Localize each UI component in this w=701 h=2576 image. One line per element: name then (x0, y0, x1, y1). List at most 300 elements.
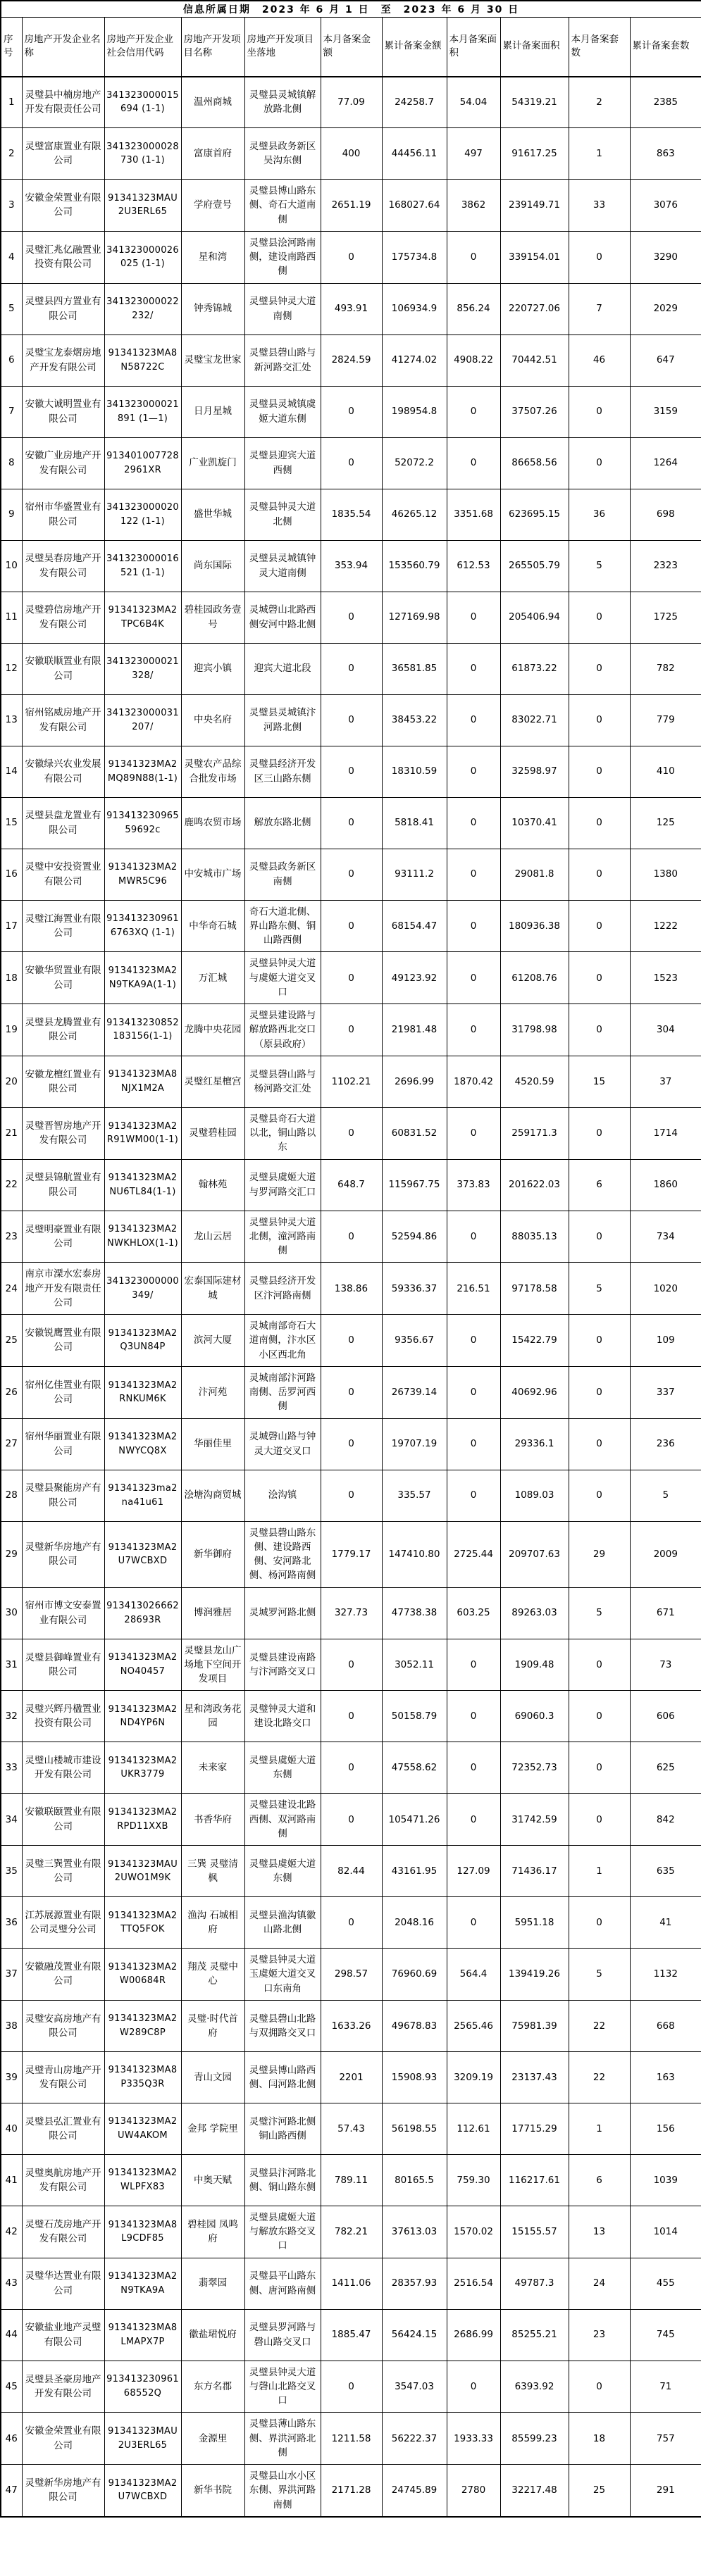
cell-month_amount: 1779.17 (321, 1521, 382, 1587)
cell-month_area: 0 (447, 1211, 500, 1263)
cell-total_units: 3290 (630, 231, 701, 283)
cell-total_amount: 153560.79 (382, 540, 447, 592)
cell-month_amount: 0 (321, 952, 382, 1004)
cell-total_units: 782 (630, 643, 701, 694)
cell-credit_code: 341323000015694 (1-1) (104, 77, 181, 128)
cell-company: 安徽绿兴农业发展有限公司 (22, 746, 104, 797)
cell-company: 安徽龙檀红置业有限公司 (22, 1056, 104, 1107)
column-header-total_amount: 累计备案金额 (382, 18, 447, 77)
cell-total_area: 31798.98 (500, 1004, 569, 1056)
cell-location: 灵璧县钟灵大道北侧 (244, 489, 321, 540)
cell-project: 碧桂园政务壹号 (181, 592, 244, 643)
cell-company: 灵璧汇兆亿融置业投资有限公司 (22, 231, 104, 283)
table-row (1, 1159, 701, 1211)
cell-month_units: 46 (569, 334, 630, 386)
cell-total_area: 23137.43 (500, 2051, 569, 2103)
cell-total_amount: 147410.80 (382, 1521, 447, 1587)
cell-month_area: 0 (447, 643, 500, 694)
cell-month_area: 0 (447, 1315, 500, 1367)
cell-company: 宿州市博文安泰置业有限公司 (22, 1587, 104, 1639)
cell-location: 解放东路北侧 (244, 797, 321, 849)
cell-total_units: 779 (630, 694, 701, 746)
cell-company: 安徽锐鹰置业有限公司 (22, 1315, 104, 1367)
cell-seq: 38 (1, 2000, 22, 2051)
cell-month_units: 0 (569, 592, 630, 643)
cell-location: 灵璧县虞姬大道与罗河路交汇口 (244, 1159, 321, 1211)
cell-seq: 20 (1, 1056, 22, 1107)
cell-total_units: 37 (630, 1056, 701, 1107)
cell-company: 灵璧山楼城市建设开发有限公司 (22, 1742, 104, 1794)
cell-location: 灵璧县建设北路西侧、双河路南侧 (244, 1794, 321, 1846)
cell-seq: 15 (1, 797, 22, 849)
cell-credit_code: 91341323MA8L9CDF85 (104, 2206, 181, 2258)
cell-total_units: 1725 (630, 592, 701, 643)
cell-total_amount: 60831.52 (382, 1107, 447, 1159)
cell-seq: 43 (1, 2258, 22, 2309)
cell-project: 新华书院 (181, 2465, 244, 2517)
cell-project: 富康首府 (181, 128, 244, 180)
cell-company: 灵璧新华房地产有限公司 (22, 1521, 104, 1587)
cell-total_units: 1380 (630, 849, 701, 900)
cell-project: 翔茂 灵璧中心 (181, 1949, 244, 2001)
cell-location: 灵璧县浍河路南侧，建设南路西侧 (244, 231, 321, 283)
cell-month_amount: 1211.58 (321, 2413, 382, 2465)
cell-company: 灵璧县圣豪房地产开发有限公司 (22, 2361, 104, 2413)
cell-month_units: 6 (569, 2154, 630, 2206)
cell-company: 灵璧新华房地产有限公司 (22, 2465, 104, 2517)
table-row (1, 540, 701, 592)
cell-seq: 25 (1, 1315, 22, 1367)
table-row (1, 180, 701, 232)
table-row (1, 1263, 701, 1315)
cell-location: 灵璧县博山路西侧、闫河路北侧 (244, 2051, 321, 2103)
header-row (1, 18, 701, 77)
cell-seq: 6 (1, 334, 22, 386)
cell-total_units: 1222 (630, 900, 701, 952)
table-row (1, 77, 701, 128)
cell-total_area: 54319.21 (500, 77, 569, 128)
cell-credit_code: 9134010077282961XR (104, 437, 181, 489)
cell-month_amount: 782.21 (321, 2206, 382, 2258)
cell-total_amount: 24745.89 (382, 2465, 447, 2517)
table-row (1, 2051, 701, 2103)
cell-location: 灵璧县平山路东侧、唐河路南侧 (244, 2258, 321, 2309)
cell-location: 灵璧县政务新区吴沟东侧 (244, 128, 321, 180)
cell-project: 金邦 学院里 (181, 2103, 244, 2154)
cell-month_area: 856.24 (447, 283, 500, 334)
cell-total_units: 668 (630, 2000, 701, 2051)
cell-credit_code: 91341323MA2WLPFX83 (104, 2154, 181, 2206)
cell-seq: 4 (1, 231, 22, 283)
cell-seq: 13 (1, 694, 22, 746)
cell-total_units: 625 (630, 1742, 701, 1794)
cell-total_units: 410 (630, 746, 701, 797)
cell-company: 宿州华丽置业有限公司 (22, 1418, 104, 1470)
cell-total_units: 71 (630, 2361, 701, 2413)
cell-total_amount: 2048.16 (382, 1897, 447, 1949)
cell-total_area: 72352.73 (500, 1742, 569, 1794)
cell-month_area: 0 (447, 1639, 500, 1691)
cell-credit_code: 91341323MA8N58722C (104, 334, 181, 386)
cell-credit_code: 91341323MA2MWR5C96 (104, 849, 181, 900)
cell-company: 安徽广业房地产开发有限公司 (22, 437, 104, 489)
cell-location: 灵璧县政务新区 南侧 (244, 849, 321, 900)
cell-total_area: 180936.38 (500, 900, 569, 952)
cell-month_units: 0 (569, 849, 630, 900)
cell-total_units: 236 (630, 1418, 701, 1470)
cell-location: 灵璧县博山路东侧、奇石大道南侧 (244, 180, 321, 232)
cell-total_units: 1039 (630, 2154, 701, 2206)
cell-location: 灵城磬山路与钟灵大道交叉口 (244, 1418, 321, 1470)
cell-credit_code: 91341323MAU2U3ERL65 (104, 180, 181, 232)
cell-month_units: 0 (569, 900, 630, 952)
cell-location: 灵璧县建设路与解放路西北交口（原县政府） (244, 1004, 321, 1056)
cell-total_area: 4520.59 (500, 1056, 569, 1107)
cell-month_area: 0 (447, 2361, 500, 2413)
cell-company: 灵璧青山房地产开发有限公司 (22, 2051, 104, 2103)
cell-credit_code: 91341323MA2RNKUM6K (104, 1366, 181, 1418)
cell-seq: 33 (1, 1742, 22, 1794)
cell-location: 灵璧县虞姬大道与解放东路交叉口 (244, 2206, 321, 2258)
cell-location: 灵璧县灵城镇虞姬大道东侧 (244, 386, 321, 437)
cell-month_area: 0 (447, 1366, 500, 1418)
cell-month_area: 0 (447, 1107, 500, 1159)
cell-month_area: 0 (447, 1897, 500, 1949)
cell-total_amount: 41274.02 (382, 334, 447, 386)
cell-company: 灵璧安高房地产有限公司 (22, 2000, 104, 2051)
cell-credit_code: 341323000021328/ (104, 643, 181, 694)
column-header-month_area: 本月备案面积 (447, 18, 500, 77)
cell-month_area: 0 (447, 231, 500, 283)
cell-month_area: 0 (447, 1470, 500, 1521)
cell-total_area: 29336.1 (500, 1418, 569, 1470)
cell-month_units: 0 (569, 437, 630, 489)
cell-seq: 22 (1, 1159, 22, 1211)
cell-company: 灵璧晋智房地产开发有限公司 (22, 1107, 104, 1159)
cell-month_amount: 0 (321, 1004, 382, 1056)
cell-total_amount: 24258.7 (382, 77, 447, 128)
cell-credit_code: 91341323096559692c (104, 797, 181, 849)
cell-month_units: 13 (569, 2206, 630, 2258)
cell-total_area: 71436.17 (500, 1846, 569, 1897)
cell-location: 灵城南部汴河路南侧、岳罗河西侧 (244, 1366, 321, 1418)
cell-month_units: 1 (569, 128, 630, 180)
table-row (1, 2361, 701, 2413)
cell-month_amount: 2171.28 (321, 2465, 382, 2517)
cell-project: 中央名府 (181, 694, 244, 746)
cell-total_units: 1014 (630, 2206, 701, 2258)
cell-company: 灵璧县中楠房地产开发有限责任公司 (22, 77, 104, 128)
cell-credit_code: 91341323MAU2UWO1M9K (104, 1846, 181, 1897)
cell-month_area: 112.61 (447, 2103, 500, 2154)
cell-month_amount: 0 (321, 900, 382, 952)
cell-seq: 31 (1, 1639, 22, 1691)
cell-company: 宿州亿佳置业有限公司 (22, 1366, 104, 1418)
cell-credit_code: 913413230852183156(1-1) (104, 1004, 181, 1056)
cell-seq: 46 (1, 2413, 22, 2465)
cell-total_amount: 56424.15 (382, 2309, 447, 2361)
cell-project: 灵璧宝龙世家 (181, 334, 244, 386)
cell-credit_code: 91341323MA2NO40457 (104, 1639, 181, 1691)
cell-total_amount: 56222.37 (382, 2413, 447, 2465)
cell-month_area: 0 (447, 1004, 500, 1056)
cell-total_area: 259171.3 (500, 1107, 569, 1159)
cell-month_units: 5 (569, 1587, 630, 1639)
cell-month_units: 0 (569, 643, 630, 694)
cell-company: 宿州铭威房地产开发有限公司 (22, 694, 104, 746)
table-row (1, 746, 701, 797)
column-header-month_units: 本月备案套数 (569, 18, 630, 77)
cell-month_amount: 138.86 (321, 1263, 382, 1315)
column-header-month_amount: 本月备案金额 (321, 18, 382, 77)
cell-month_units: 0 (569, 694, 630, 746)
cell-total_amount: 2696.99 (382, 1056, 447, 1107)
title-row (1, 1, 701, 18)
cell-seq: 40 (1, 2103, 22, 2154)
cell-location: 灵璧县罗河路与磬山路交叉口 (244, 2309, 321, 2361)
cell-total_area: 5951.18 (500, 1897, 569, 1949)
cell-total_area: 89263.03 (500, 1587, 569, 1639)
column-header-total_area: 累计备案面积 (500, 18, 569, 77)
cell-month_area: 0 (447, 386, 500, 437)
cell-company: 灵璧江海置业有限公司 (22, 900, 104, 952)
table-row (1, 2206, 701, 2258)
cell-company: 灵璧宝龙泰熠房地产开发有限公司 (22, 334, 104, 386)
cell-company: 宿州市华盛置业有限公司 (22, 489, 104, 540)
cell-total_amount: 52072.2 (382, 437, 447, 489)
cell-month_amount: 0 (321, 437, 382, 489)
cell-project: 青山文园 (181, 2051, 244, 2103)
table-row (1, 2413, 701, 2465)
cell-location: 灵璧县虞姬大道东侧 (244, 1742, 321, 1794)
cell-month_amount: 0 (321, 1315, 382, 1367)
cell-total_amount: 28357.93 (382, 2258, 447, 2309)
cell-total_amount: 105471.26 (382, 1794, 447, 1846)
cell-total_area: 75981.39 (500, 2000, 569, 2051)
cell-month_units: 15 (569, 1056, 630, 1107)
cell-month_area: 0 (447, 797, 500, 849)
cell-seq: 11 (1, 592, 22, 643)
table-row (1, 952, 701, 1004)
cell-month_area: 0 (447, 1418, 500, 1470)
table-row (1, 1418, 701, 1470)
cell-project: 滨河大厦 (181, 1315, 244, 1367)
cell-total_amount: 76960.69 (382, 1949, 447, 2001)
cell-seq: 14 (1, 746, 22, 797)
cell-seq: 19 (1, 1004, 22, 1056)
cell-credit_code: 91341323MA2N9TKA9A (104, 2258, 181, 2309)
cell-total_amount: 15908.93 (382, 2051, 447, 2103)
cell-total_amount: 44456.11 (382, 128, 447, 180)
cell-company: 江苏展源置业有限公司灵璧分公司 (22, 1897, 104, 1949)
cell-company: 灵璧县聚能房产有限公司 (22, 1470, 104, 1521)
cell-project: 碧桂园 凤鸣府 (181, 2206, 244, 2258)
cell-company: 灵璧碧信房地产开发有限公司 (22, 592, 104, 643)
cell-project: 鹿鸣农贸市场 (181, 797, 244, 849)
cell-month_area: 603.25 (447, 1587, 500, 1639)
cell-location: 灵璧县汴河路北侧、铜山路东侧 (244, 2154, 321, 2206)
table-row (1, 2000, 701, 2051)
table-row (1, 1949, 701, 2001)
cell-project: 翡翠园 (181, 2258, 244, 2309)
cell-total_units: 1523 (630, 952, 701, 1004)
cell-project: 万汇城 (181, 952, 244, 1004)
cell-seq: 32 (1, 1691, 22, 1742)
cell-credit_code: 91341323MA2U7WCBXD (104, 1521, 181, 1587)
cell-total_units: 842 (630, 1794, 701, 1846)
cell-month_units: 22 (569, 2000, 630, 2051)
cell-total_amount: 50158.79 (382, 1691, 447, 1742)
cell-total_area: 85255.21 (500, 2309, 569, 2361)
cell-company: 灵璧中安投资置业有限公司 (22, 849, 104, 900)
cell-month_units: 0 (569, 1418, 630, 1470)
cell-seq: 1 (1, 77, 22, 128)
cell-total_units: 163 (630, 2051, 701, 2103)
cell-project: 浍塘沟商贸城 (181, 1470, 244, 1521)
cell-total_units: 635 (630, 1846, 701, 1897)
cell-total_area: 85599.23 (500, 2413, 569, 2465)
cell-month_units: 0 (569, 1211, 630, 1263)
cell-company: 灵璧富康置业有限公司 (22, 128, 104, 180)
table-row (1, 386, 701, 437)
cell-total_units: 337 (630, 1366, 701, 1418)
table-row (1, 1107, 701, 1159)
cell-total_amount: 59336.37 (382, 1263, 447, 1315)
cell-month_units: 5 (569, 1263, 630, 1315)
cell-location: 灵城罗河路北侧 (244, 1587, 321, 1639)
cell-total_area: 61873.22 (500, 643, 569, 694)
cell-total_units: 1714 (630, 1107, 701, 1159)
cell-seq: 30 (1, 1587, 22, 1639)
cell-month_area: 497 (447, 128, 500, 180)
cell-month_units: 24 (569, 2258, 630, 2309)
cell-month_units: 0 (569, 746, 630, 797)
cell-location: 灵璧县渔沟镇徽山路北侧 (244, 1897, 321, 1949)
cell-seq: 47 (1, 2465, 22, 2517)
cell-project: 中奥天赋 (181, 2154, 244, 2206)
cell-month_units: 33 (569, 180, 630, 232)
cell-credit_code: 91341323MAU2U3ERL65 (104, 2413, 181, 2465)
cell-month_amount: 648.7 (321, 1159, 382, 1211)
table-row (1, 128, 701, 180)
cell-month_units: 25 (569, 2465, 630, 2517)
cell-total_amount: 21981.48 (382, 1004, 447, 1056)
table-row (1, 1742, 701, 1794)
cell-month_area: 1933.33 (447, 2413, 500, 2465)
cell-company: 安徽金荣置业有限公司 (22, 180, 104, 232)
cell-credit_code: 91341323MA2TPC6B4K (104, 592, 181, 643)
cell-total_units: 671 (630, 1587, 701, 1639)
table-row (1, 1691, 701, 1742)
cell-total_amount: 335.57 (382, 1470, 447, 1521)
cell-total_amount: 19707.19 (382, 1418, 447, 1470)
table-row (1, 1211, 701, 1263)
cell-seq: 21 (1, 1107, 22, 1159)
cell-month_amount: 0 (321, 1742, 382, 1794)
cell-location: 灵璧县山水小区东侧、界洪河路南侧 (244, 2465, 321, 2517)
cell-month_area: 0 (447, 437, 500, 489)
cell-total_amount: 47738.38 (382, 1587, 447, 1639)
cell-credit_code: 341323000031207/ (104, 694, 181, 746)
cell-month_units: 0 (569, 386, 630, 437)
cell-month_area: 2565.46 (447, 2000, 500, 2051)
cell-company: 灵璧明豪置业有限公司 (22, 1211, 104, 1263)
cell-total_area: 209707.63 (500, 1521, 569, 1587)
cell-company: 灵璧县锦航置业有限公司 (22, 1159, 104, 1211)
cell-month_units: 0 (569, 1107, 630, 1159)
cell-company: 安徽融茂置业有限公司 (22, 1949, 104, 2001)
cell-total_area: 10370.41 (500, 797, 569, 849)
cell-month_amount: 0 (321, 643, 382, 694)
cell-location: 灵璧县迎宾大道西侧 (244, 437, 321, 489)
cell-location: 浍沟镇 (244, 1470, 321, 1521)
cell-month_area: 2725.44 (447, 1521, 500, 1587)
cell-month_area: 0 (447, 592, 500, 643)
cell-month_amount: 789.11 (321, 2154, 382, 2206)
cell-project: 未来家 (181, 1742, 244, 1794)
cell-location: 灵璧县薄山路东侧、界洪河路北侧 (244, 2413, 321, 2465)
cell-project: 广业凯旋门 (181, 437, 244, 489)
cell-seq: 34 (1, 1794, 22, 1846)
table-row (1, 1315, 701, 1367)
cell-total_area: 61208.76 (500, 952, 569, 1004)
cell-month_area: 612.53 (447, 540, 500, 592)
cell-project: 新华御府 (181, 1521, 244, 1587)
cell-month_amount: 1885.47 (321, 2309, 382, 2361)
cell-total_area: 15422.79 (500, 1315, 569, 1367)
cell-month_amount: 493.91 (321, 283, 382, 334)
cell-month_area: 3209.19 (447, 2051, 500, 2103)
cell-total_amount: 198954.8 (382, 386, 447, 437)
cell-month_amount: 0 (321, 797, 382, 849)
cell-total_units: 109 (630, 1315, 701, 1367)
cell-month_units: 6 (569, 1159, 630, 1211)
cell-project: 星和湾政务花园 (181, 1691, 244, 1742)
cell-month_amount: 0 (321, 2361, 382, 2413)
table-row (1, 2465, 701, 2517)
cell-total_area: 49787.3 (500, 2258, 569, 2309)
cell-month_amount: 1411.06 (321, 2258, 382, 2309)
cell-month_amount: 0 (321, 1211, 382, 1263)
cell-month_units: 0 (569, 1366, 630, 1418)
cell-credit_code: 91341323MA2TTQ5FOK (104, 1897, 181, 1949)
cell-project: 汴河苑 (181, 1366, 244, 1418)
cell-credit_code: 91341323MA2R91WM00(1-1) (104, 1107, 181, 1159)
cell-seq: 16 (1, 849, 22, 900)
cell-credit_code: 91341323MA2NU6TL84(1-1) (104, 1159, 181, 1211)
cell-total_units: 125 (630, 797, 701, 849)
cell-total_units: 745 (630, 2309, 701, 2361)
cell-total_units: 455 (630, 2258, 701, 2309)
cell-month_units: 0 (569, 1315, 630, 1367)
cell-credit_code: 91341323MA2MQ89N88(1-1) (104, 746, 181, 797)
cell-company: 安徽金荣置业有限公司 (22, 2413, 104, 2465)
cell-total_area: 623695.15 (500, 489, 569, 540)
cell-credit_code: 91341323MA8NJX1M2A (104, 1056, 181, 1107)
table-row (1, 1470, 701, 1521)
cell-total_area: 32598.97 (500, 746, 569, 797)
cell-total_area: 40692.96 (500, 1366, 569, 1418)
cell-seq: 5 (1, 283, 22, 334)
cell-company: 灵璧兴辉丹楹置业投资有限公司 (22, 1691, 104, 1742)
cell-month_area: 0 (447, 952, 500, 1004)
cell-company: 灵璧三巽置业有限公司 (22, 1846, 104, 1897)
cell-month_area: 3862 (447, 180, 500, 232)
cell-month_area: 759.30 (447, 2154, 500, 2206)
cell-month_area: 564.4 (447, 1949, 500, 2001)
cell-total_amount: 115967.75 (382, 1159, 447, 1211)
cell-location: 灵城磬山北路西侧安河中路北侧 (244, 592, 321, 643)
